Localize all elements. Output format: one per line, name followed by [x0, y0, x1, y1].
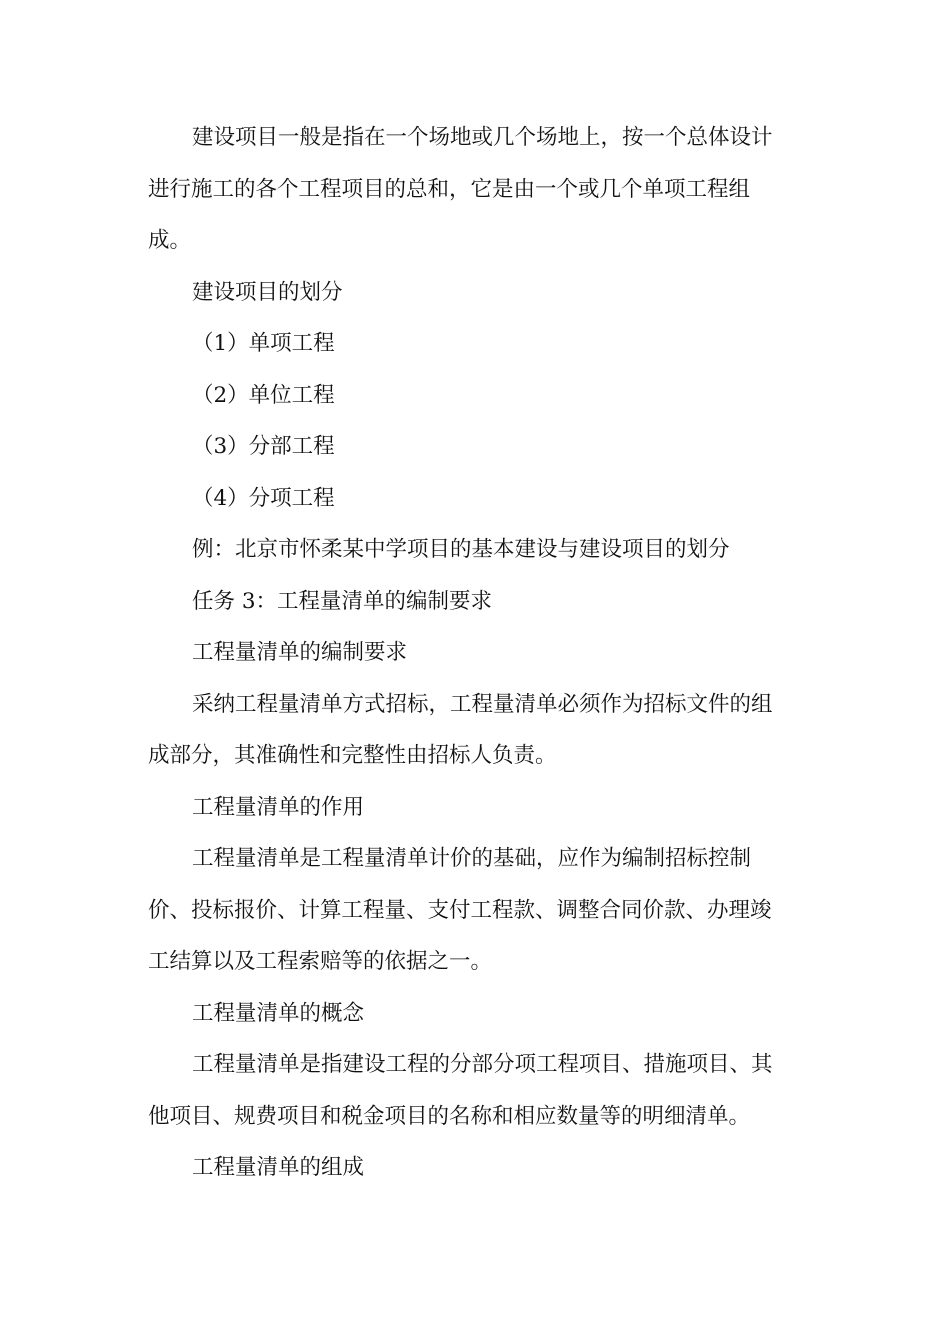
text-line: （4）分项工程 [192, 485, 335, 511]
list-item-single-project [148, 318, 798, 370]
paragraph-construction-project-definition [148, 112, 798, 267]
paragraph-concept-heading [148, 988, 798, 1040]
text-line: 工程量清单的编制要求 [192, 640, 408, 665]
text-line: 工程量清单是指建设工程的分部分项工程项目、措施项目、其 [192, 1052, 773, 1077]
paragraph-task-3-heading [148, 576, 798, 628]
paragraph-example [148, 524, 798, 576]
text-line: 工程量清单的概念 [192, 1000, 365, 1026]
list-item-unit-project [148, 370, 798, 422]
text-line: 成。 [148, 228, 192, 253]
text-line: 他项目、规费项目和税金项目的名称和相应数量等的明细清单。 [148, 1103, 751, 1129]
text-line: （3）分部工程 [192, 434, 335, 459]
list-item-division-project [148, 421, 798, 473]
paragraph-concept-body [148, 1039, 798, 1142]
text-line: 建设项目的划分 [192, 279, 343, 305]
document-body [148, 112, 798, 1194]
text-line: 任务 3：工程量清单的编制要求 [192, 588, 493, 614]
paragraph-project-division-heading [148, 267, 798, 319]
text-line: （2）单位工程 [192, 382, 335, 408]
list-item-subitem-project [148, 473, 798, 525]
text-line: 进行施工的各个工程项目的总和，它是由一个或几个单项工程组 [148, 176, 751, 202]
paragraph-composition-heading [148, 1142, 798, 1194]
text-line: 成部分，其准确性和完整性由招标人负责。 [148, 743, 557, 768]
text-line: 工程量清单的作用 [192, 794, 365, 820]
paragraph-requirements-body [148, 679, 798, 782]
text-line: 例：北京市怀柔某中学项目的基本建设与建设项目的划分 [192, 537, 730, 562]
text-line: 采纳工程量清单方式招标，工程量清单必须作为招标文件的组 [192, 691, 773, 717]
paragraph-function-heading [148, 782, 798, 834]
text-line: （1）单项工程 [192, 331, 335, 356]
text-line: 工结算以及工程索赔等的依据之一。 [148, 949, 493, 974]
text-line: 工程量清单是工程量清单计价的基础，应作为编制招标控制 [192, 846, 752, 871]
text-line: 建设项目一般是指在一个场地或几个场地上，按一个总体设计 [192, 125, 773, 150]
text-line: 价、投标报价、计算工程量、支付工程款、调整合同价款、办理竣 [148, 897, 772, 923]
paragraph-requirements-heading [148, 627, 798, 679]
text-line: 工程量清单的组成 [192, 1155, 365, 1180]
paragraph-function-body [148, 833, 798, 988]
